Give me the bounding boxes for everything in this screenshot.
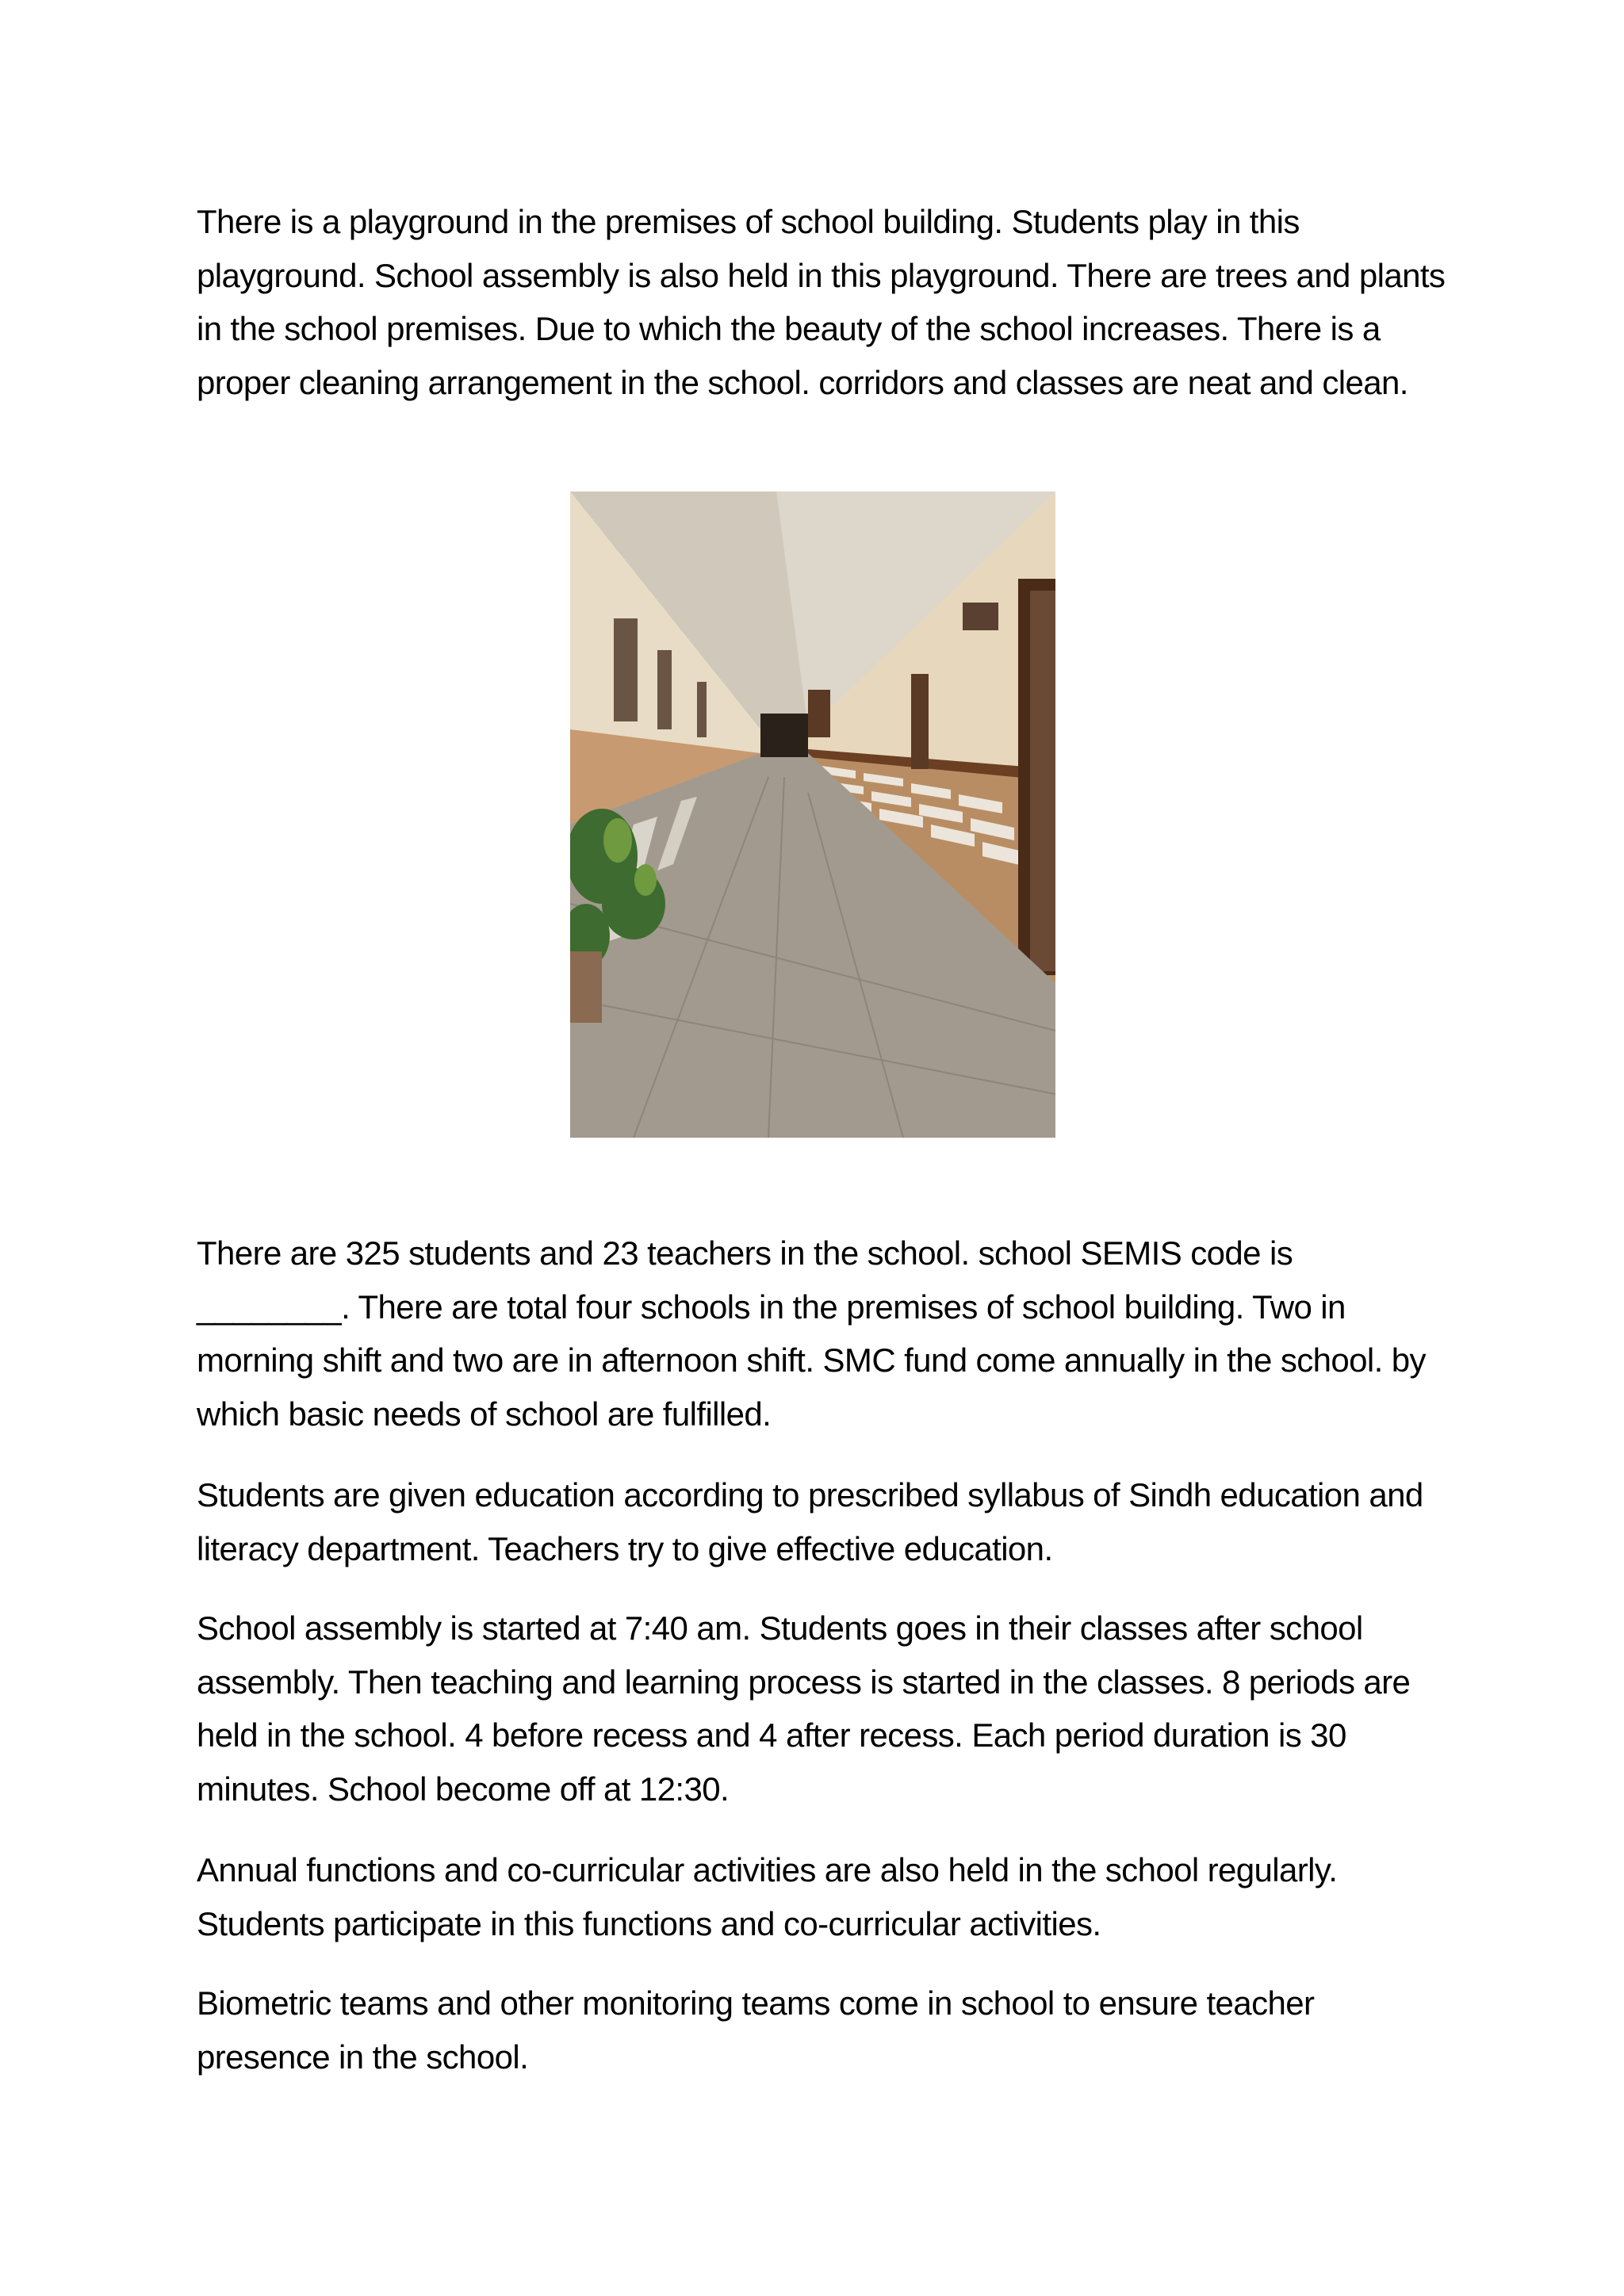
corridor-photo — [570, 492, 1055, 1138]
paragraph-monitoring: Biometric teams and other monitoring teams come in school to ensure teacher presence in the school. — [197, 1984, 1315, 2076]
paragraph-syllabus: Students are given education according to prescribed syllabus of Sindh education and literacy department. Teachers try to give effective education. — [197, 1476, 1423, 1567]
paragraph-activities: Annual functions and co-curricular activities are also held in the school regularly. Students participate in this functions and co-curricular activities. — [197, 1851, 1338, 1942]
paragraph-statistics: There are 325 students and 23 teachers in the school. school SEMIS code is ________. There are total four schools in the premises of school building. Two in morning shift and two are in afternoon shift. SMC fund come annually in the school. by which basic needs of school are fulfilled. — [197, 1234, 1426, 1433]
paragraph-premises: There is a playground in the premises of school building. Students play in this playground. School assembly is also held in this playground. There are trees and plants in the school premises. Due to which the beauty of the school increases. There is a proper cleaning arrangement in the school. corridors and classes are neat and clean. — [197, 203, 1446, 401]
paragraph-timetable: School assembly is started at 7:40 am. Students goes in their classes after school assembly. Then teaching and learning process is started in the classes. 8 periods are held in the school. 4 before recess and 4 after recess. Each period duration is 30 minutes. School become off at 12:30. — [197, 1609, 1411, 1808]
